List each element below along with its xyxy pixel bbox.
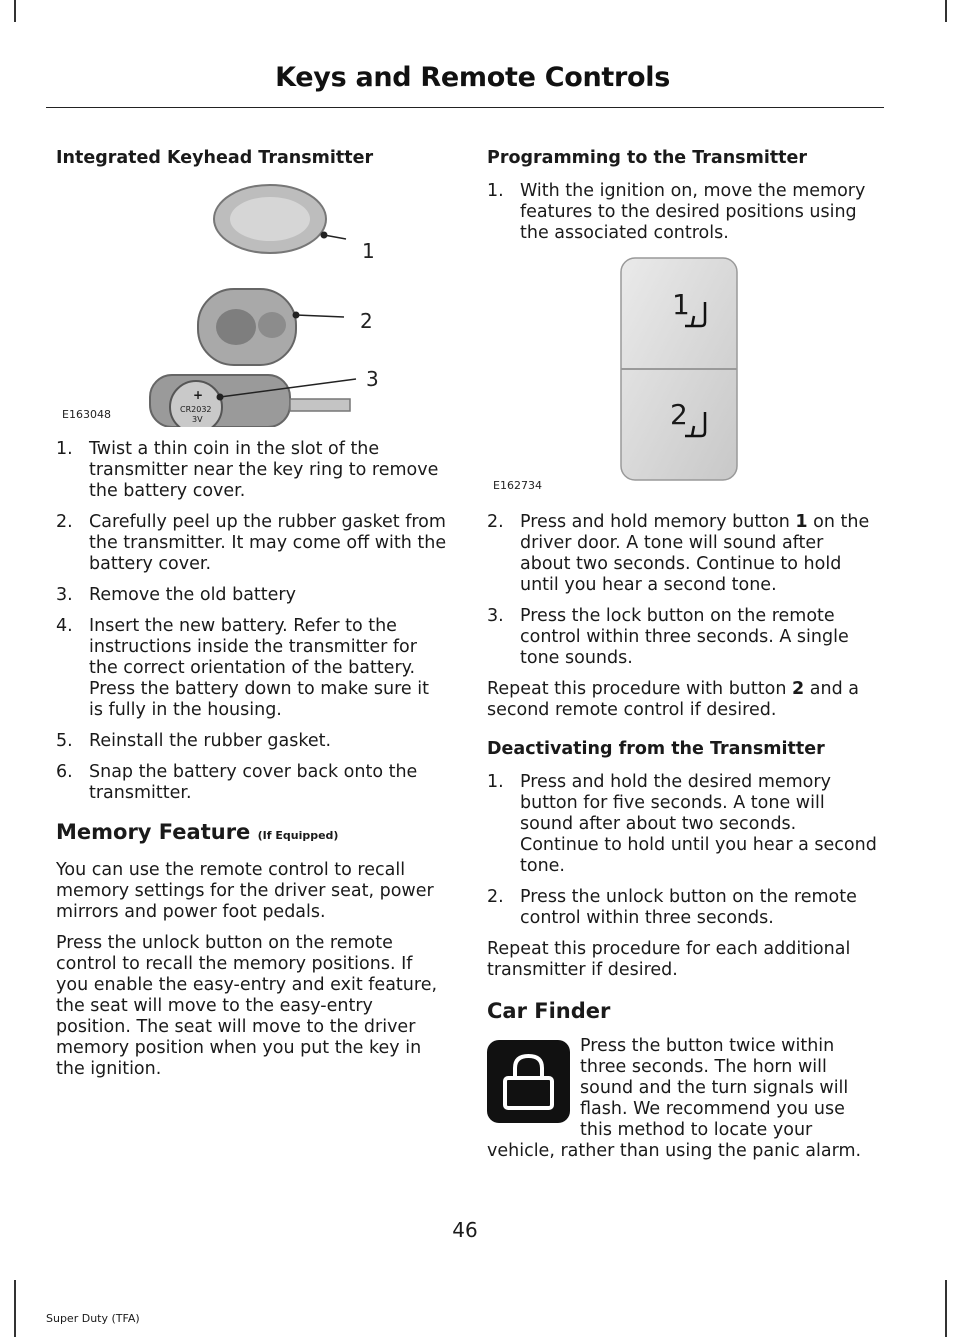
battery-plus-label: + [193,388,204,402]
figure-id: E162734 [493,479,542,492]
battery-steps-list [56,439,448,804]
repeat-post: and a second remote control if desired. [487,679,859,720]
list-item [56,731,448,752]
programming-steps-list [487,181,879,244]
battery-voltage-label: 3V [192,415,203,424]
repeat-paragraph [487,679,879,721]
section-heading-deactivating: Deactivating from the Transmitter [487,739,825,759]
step-text: Insert the new battery. Refer to the instructions inside the transmitter for the correct orientation of the battery. Press the battery down to make sure it is fully in the housing. [89,616,429,720]
memory-paragraph-1: You can use the remote control to recall memory settings for the driver seat, power mirrors and power foot pedals. [56,860,434,922]
callout-1: 1 [362,239,375,263]
list-item [56,762,448,804]
step-text: Press the unlock button on the remote control within three seconds. [520,887,857,928]
keyhead-transmitter-figure [56,177,448,427]
step-number: 1. [487,181,504,201]
repeat-pre: Repeat this procedure with button [487,679,792,699]
section-heading-memory [56,822,448,846]
step-text: Press the lock button on the remote control within three seconds. A single tone sounds. [520,606,849,668]
step-text-pre: Press and hold memory button [520,512,796,532]
step-number: 1. [56,439,73,459]
memory-paragraph-2: Press the unlock button on the remote control to recall the memory positions. If you enable the easy-entry and exit feature, the seat will move to the easy-entry position. The seat will move to the driver memory position when you put the key in the ignition. [56,933,438,1079]
step-number: 5. [56,731,73,751]
step-number: 6. [56,762,73,782]
right-column [487,148,879,1172]
deactivate-repeat-paragraph: Repeat this procedure for each additional transmitter if desired. [487,939,851,980]
step-number: 2. [487,512,504,532]
memory-buttons-figure [487,256,879,498]
list-item [487,181,879,244]
list-item [56,439,448,502]
step-number: 4. [56,616,73,636]
figure-id: E163048 [62,408,111,421]
car-finder-text: Press the button twice within three seconds. The horn will sound and the turn signals will flash. We recommend you use this method to locate your vehicle, rather than using the panic alarm. [487,1036,862,1161]
step-number: 2. [56,512,73,532]
footer-text: Super Duty (TFA) [46,1312,140,1325]
crop-mark [945,1280,947,1337]
car-finder-block [487,1036,879,1172]
memory-button-2-label: 2 [670,398,688,431]
step-number: 1. [487,772,504,792]
step-text-post: on the driver door. A tone will sound after about two seconds. Continue to hold until you hear a second tone. [520,512,870,595]
step-text: Reinstall the rubber gasket. [89,731,332,751]
step-text: Snap the battery cover back onto the transmitter. [89,762,418,803]
page-header [46,62,884,108]
section-heading-car-finder: Car Finder [487,999,611,1023]
step-number: 3. [487,606,504,626]
list-item [487,606,879,669]
crop-mark [14,0,16,22]
step-text: Press and hold the desired memory button for five seconds. A tone will sound after about two seconds. Continue to hold until you hear a second tone. [520,772,877,876]
list-item [487,512,879,596]
step-text: Twist a thin coin in the slot of the transmitter near the key ring to remove the battery cover. [89,439,439,501]
battery-model-label: CR2032 [180,405,212,414]
list-item [56,512,448,575]
callout-2: 2 [360,309,373,333]
section-heading-programming: Programming to the Transmitter [487,148,808,168]
list-item [487,772,879,877]
memory-button-1-label: 1 [672,288,690,321]
crop-mark [945,0,947,22]
left-column [56,148,448,1090]
callout-3: 3 [366,367,379,391]
step-number: 2. [487,887,504,907]
lock-icon [487,1040,570,1123]
step-number: 3. [56,585,73,605]
deactivating-steps-list [487,772,879,929]
crop-mark [14,1280,16,1337]
list-item [56,616,448,721]
list-item [56,585,448,606]
section-heading-keyhead: Integrated Keyhead Transmitter [56,148,374,168]
step-text: With the ignition on, move the memory features to the desired positions using the associated controls. [520,181,866,243]
programming-steps-list-cont [487,512,879,669]
list-item [487,887,879,929]
memory-button-ref: 2 [792,679,805,699]
page-title: Keys and Remote Controls [275,62,670,93]
keyhead-illustration [56,177,448,427]
memory-button-ref: 1 [795,512,808,532]
memory-qualifier: (If Equipped) [257,829,339,842]
page-number: 46 [452,1218,478,1242]
memory-heading-text: Memory Feature [56,820,251,844]
step-text: Carefully peel up the rubber gasket from the transmitter. It may come off with the battery cover. [89,512,447,574]
step-text: Remove the old battery [89,585,296,605]
